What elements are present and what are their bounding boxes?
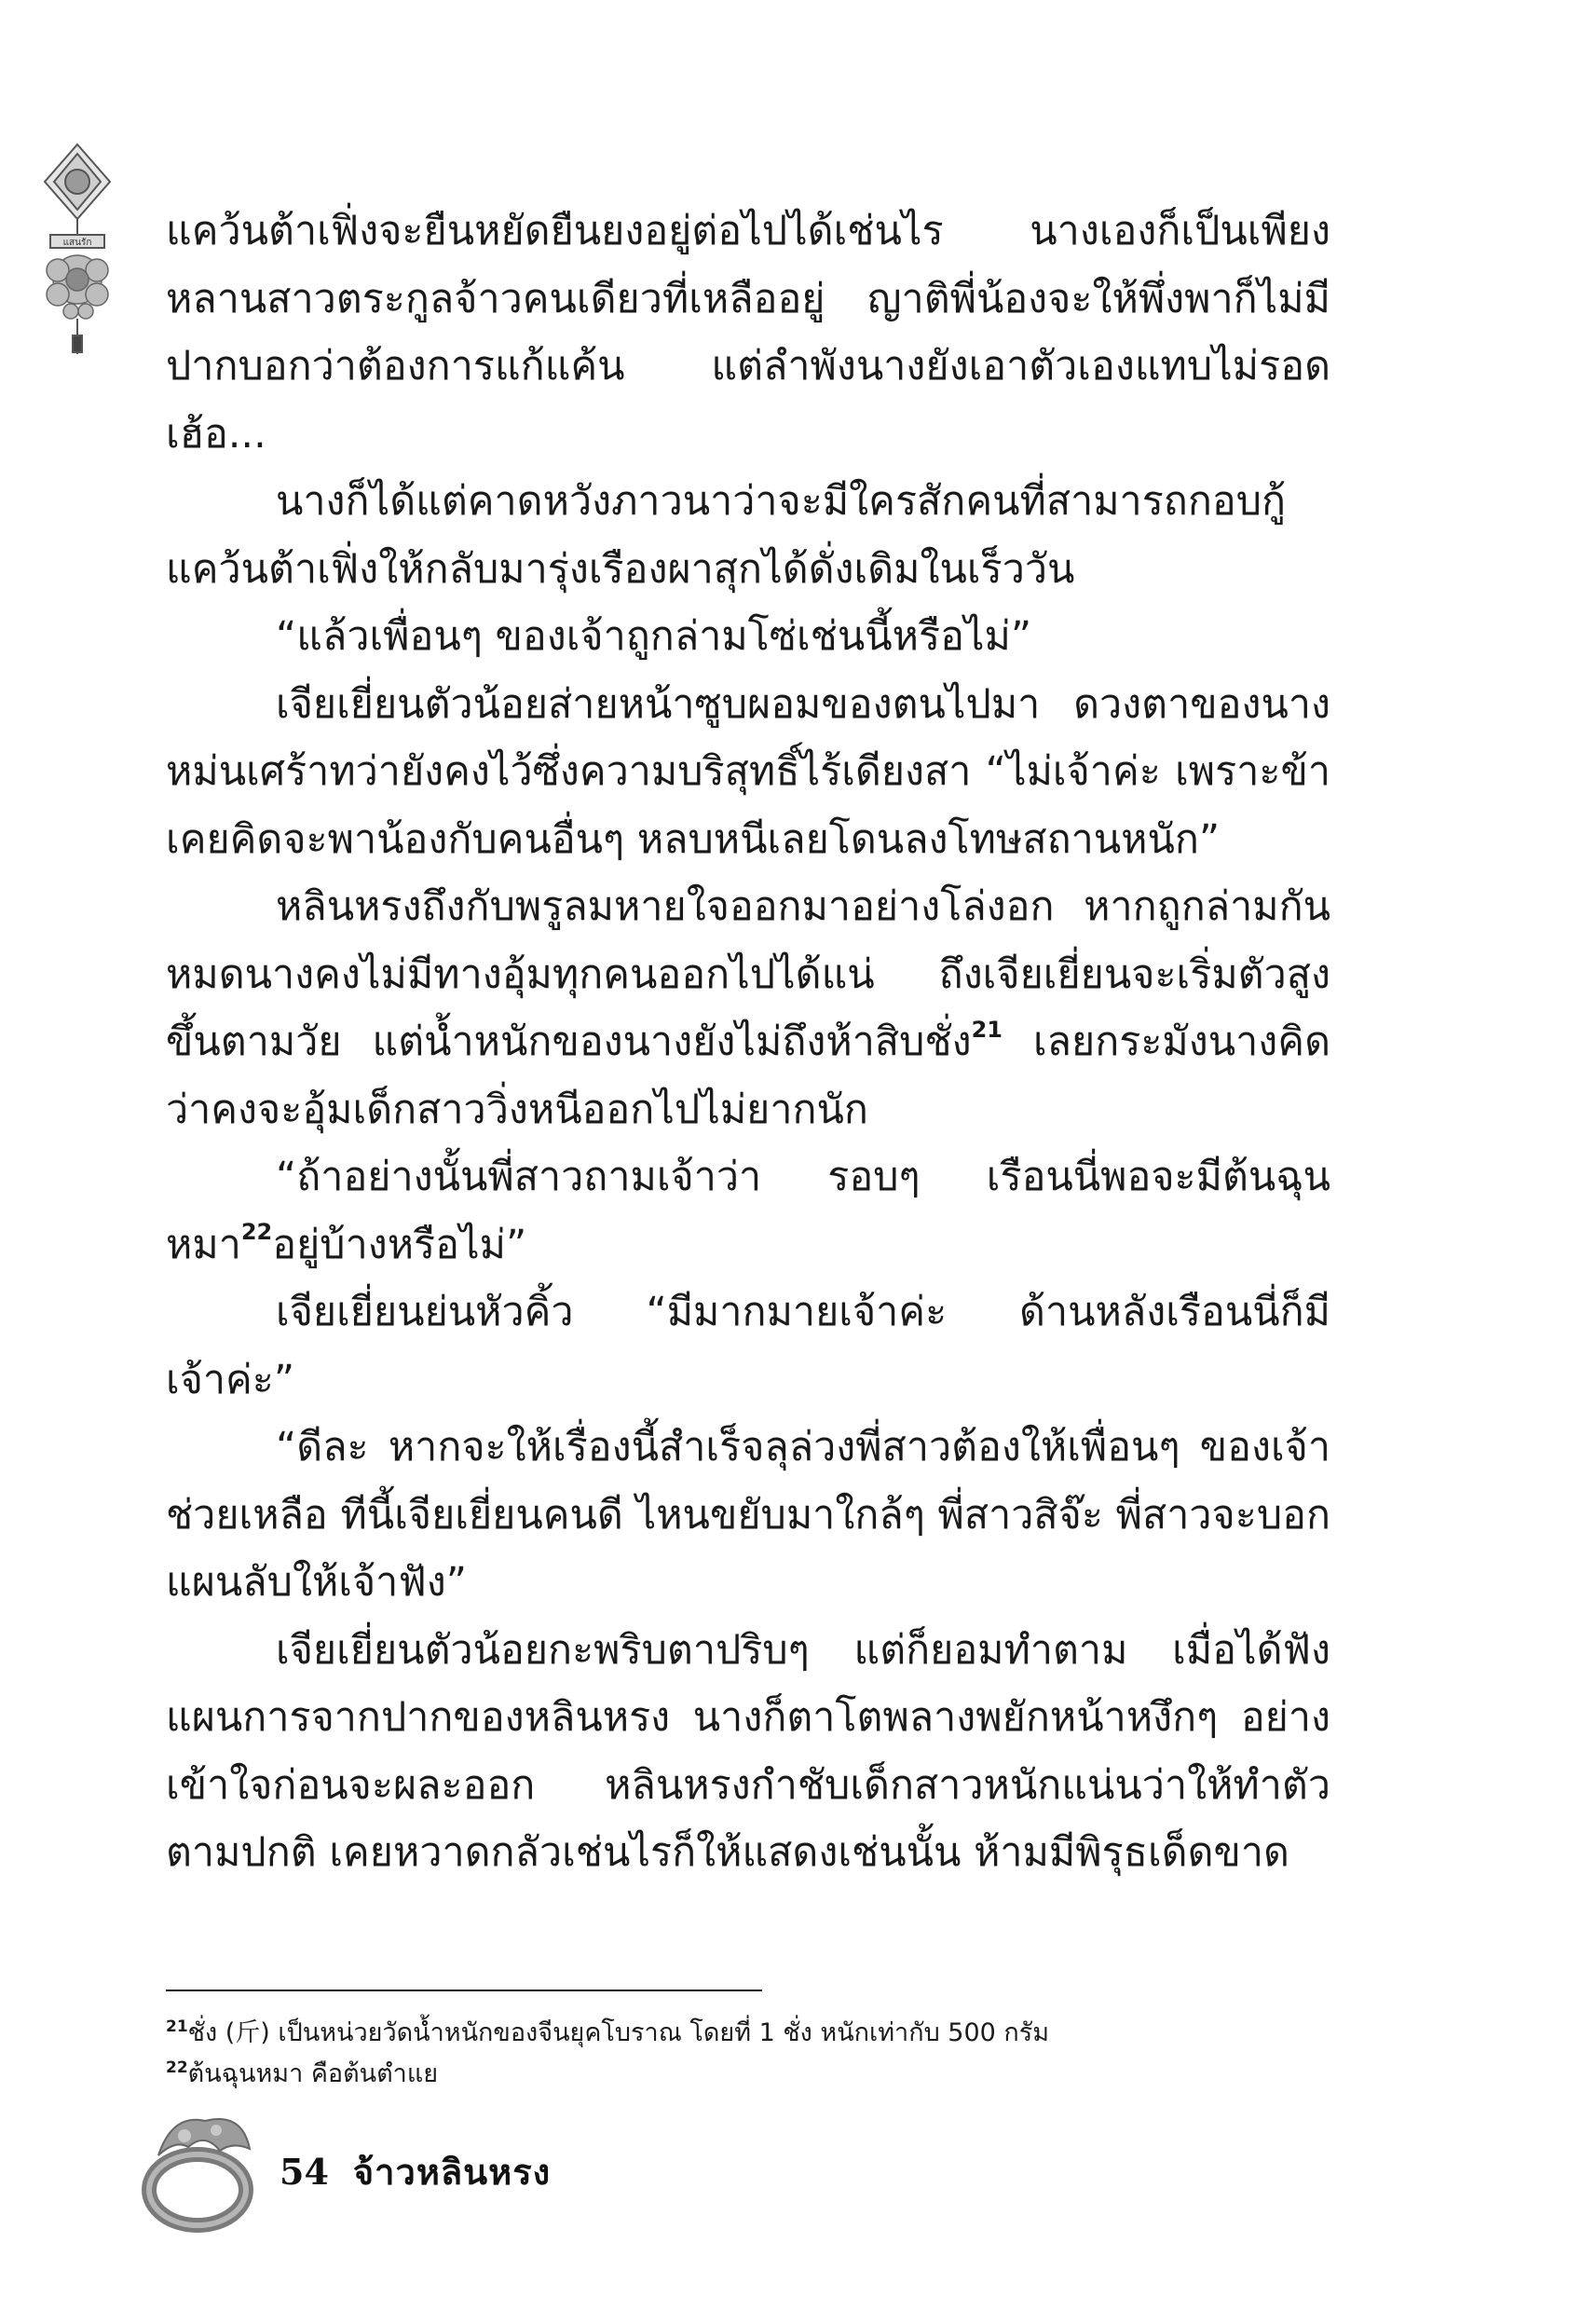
footnote-mark: 22 xyxy=(166,2058,188,2077)
paragraph-9: เจียเยี่ยนตัวน้อยกะพริบตาปริบๆ แต่ก็ยอมทำตาม เมื่อได้ฟังแผนการจากปากของหลินหรง นางก็ตาโตพลางพยักหน้าหงึกๆ อย่างเข้าใจก่อนจะผละออก หลินหรงกำชับเด็กสาวหนักแน่นว่าให้ทำตัวตามปกติ เคยหวาดกลัวเช่นไรก็ให้แสดงเช่นนั้น ห้ามมีพิรุธเด็ดขาด xyxy=(166,1626,1330,1876)
running-title: จ้าวหลินหรง xyxy=(352,2151,552,2193)
paragraph-6: “ถ้าอย่างนั้นพี่สาวถามเจ้าว่า รอบๆ เรือนนี่พอจะมีต้นฉุนหมา$^{22}$อยู่บ้างหรือไม่” xyxy=(166,1154,1330,1268)
footnote-ref-22[interactable]: 22 xyxy=(240,1219,273,1246)
paragraph-5: หลินหรงถึงกับพรูลมหายใจออกมาอย่างโล่งอก หากถูกล่ามกันหมดนางคงไม่มีทางอุ้มทุกคนออกไปได้แน่ ถึงเจียเยี่ยนจะเริ่มตัวสูงขึ้นตามวัย แต่น้ำหนักของนางยังไม่ถึงห้าสิบชั่ง$^{21}$ เลยกระมังนางคิดว่าคงจะอุ้มเด็กสาววิ่งหนีออกไปไม่ยากนัก xyxy=(166,883,1330,1133)
footnotes xyxy=(166,2013,1330,2095)
footnote-mark: 21 xyxy=(166,2017,188,2036)
paragraph-1: แคว้นต้าเฟิ่งจะยืนหยัดยืนยงอยู่ต่อไปได้เช่นไร นางเองก็เป็นเพียงหลานสาวตระกูลจ้าวคนเดียวที่เหลืออยู่ ญาติพี่น้องจะให้พึ่งพาก็ไม่มี ปากบอกว่าต้องการแก้แค้น แต่ลำพังนางยังเอาตัวเองแทบไม่รอด เฮ้อ... xyxy=(166,208,1330,458)
paragraph-7: เจียเยี่ยนย่นหัวคิ้ว “มีมากมายเจ้าค่ะ ด้านหลังเรือนนี่ก็มีเจ้าค่ะ” xyxy=(166,1289,1330,1403)
paragraph-8: “ดีละ หากจะให้เรื่องนี้สำเร็จลุล่วงพี่สาวต้องให้เพื่อนๆ ของเจ้าช่วยเหลือ ทีนี้เจียเยี่ยนคนดี ไหนขยับมาใกล้ๆ พี่สาวสิจ๊ะ พี่สาวจะบอกแผนลับให้เจ้าฟัง” xyxy=(166,1424,1330,1606)
page-number: 54 xyxy=(280,2151,329,2193)
emblem-label: แสนรัก xyxy=(62,238,92,248)
body-text xyxy=(166,198,1330,1887)
footnote-22 xyxy=(166,2054,1330,2095)
footnote-text: ต้นฉุนหมา คือต้นตำแย xyxy=(187,2059,439,2088)
paragraph-2: นางก็ได้แต่คาดหวังภาวนาว่าจะมีใครสักคนที่สามารถกอบกู้แคว้นต้าเฟิ่งให้กลับมารุ่งเรืองผาสุกได้ดั่งเดิมในเร็ววัน xyxy=(166,478,1287,593)
footnote-divider xyxy=(166,1990,762,1991)
carved-ring-icon xyxy=(130,2104,266,2235)
paragraph-3: “แล้วเพื่อนๆ ของเจ้าถูกล่ามโซ่เช่นนี้หรือไม่” xyxy=(276,613,1032,660)
footnote-ref-21[interactable]: 21 xyxy=(971,1016,1003,1043)
paragraph-4: เจียเยี่ยนตัวน้อยส่ายหน้าซูบผอมของตนไปมา ดวงตาของนางหม่นเศร้าทว่ายังคงไว้ซึ่งความบริสุทธิ์ไร้เดียงสา “ไม่เจ้าค่ะ เพราะข้าเคยคิดจะพาน้องกับคนอื่นๆ หลบหนีเลยโดนลงโทษสถานหนัก” xyxy=(166,680,1330,863)
page-footer xyxy=(280,2143,551,2199)
footnote-21 xyxy=(166,2013,1330,2054)
footnote-text: ชั่ง (斤) เป็นหน่วยวัดน้ำหนักของจีนยุคโบราณ โดยที่ 1 ชั่ง หนักเท่ากับ 500 กรัม xyxy=(187,2018,1050,2047)
publisher-emblem-icon xyxy=(35,140,119,419)
